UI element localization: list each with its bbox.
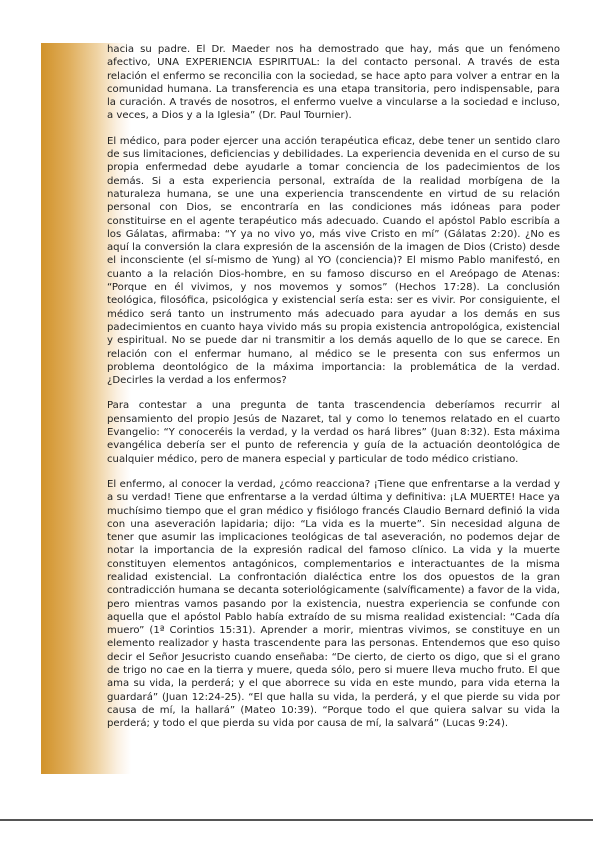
paragraph: hacia su padre. El Dr. Maeder nos ha demostrado que hay, más que un fenómeno afectivo, UNA EXPERIENCIA ESPIRITUAL: la del contacto personal. A través de esta relación el enfermo se reconcilia con la sociedad, se hace apto para volver a entrar en la comunidad humana. La transferencia es una etapa transitoria, pero indispensable, para la curación. A través de nosotros, el enfermo vuelve a vincularse a la sociedad e incluso, a veces, a Dios y a la Iglesia” (Dr. Paul Tournier).	[107, 44, 560, 122]
paragraph: El médico, para poder ejercer una acción terapéutica eficaz, debe tener un sentido claro de sus limitaciones, deficiencias y debilidades. La experiencia devenida en el curso de su propia enfermedad debe ayudarle a tomar conciencia de los padecimientos de los demás. Si a esta experiencia personal, extraída de la realidad morbígena de la naturaleza humana, se une una experiencia transcendente en virtud de su relación personal con Dios, se encontraría en las condiciones más idóneas para poder constituirse en el agente terapéutico más adecuado. Cuando el apóstol Pablo escribía a los Gálatas, afirmaba: “Y ya no vivo yo, más vive Cristo en mí” (Gálatas 2:20). ¿No es aquí la conversión la clara expresión de la ascensión de la imagen de Dios (Cristo) desde el inconsciente (el sí-mismo de Yung) al YO (conciencia)? El mismo Pablo manifestó, en cuanto a la relación Dios-hombre, en su famoso discurso en el Areópago de Atenas: “Porque en él vivimos, y nos movemos y somos” (Hechos 17:28). La conclusión teológica, filosófica, psicológica y existencial sería esta: ser es vivir. Por consiguiente, el médico será tanto un instrumento más adecuado para ayudar a los demás en sus padecimientos en cuanto haya vivido más su propia existencia antropológica, existencial y espiritual. No se puede dar ni transmitir a los demás aquello de lo que se carece. En relación con el enfermar humano, al médico se le presenta con sus enfermos un problema deontológico de la máxima importancia: la problemática de la verdad. ¿Decirles la verdad a los enfermos?	[107, 135, 560, 387]
body-text	[107, 43, 560, 743]
footer-rule	[0, 819, 593, 821]
paragraph: Para contestar a una pregunta de tanta trascendencia deberíamos recurrir al pensamiento del propio Jesús de Nazaret, tal y como lo tenemos relatado en el cuarto Evangelio: “Y conoceréis la verdad, y la verdad os hará libres” (Juan 8:32). Esta máxima evangélica debería ser el punto de referencia y guía de la actuación deontológica de cualquier médico, pero de manera especial y particular de todo médico cristiano.	[107, 400, 560, 465]
paragraph: El enfermo, al conocer la verdad, ¿cómo reacciona? ¡Tiene que enfrentarse a la verdad y a su verdad! Tiene que enfrentarse a la verdad última y definitiva: ¡LA MUERTE! Hace ya muchísimo tiempo que el gran médico y fisiólogo francés Claudio Bernard definió la vida con una aseveración lapidaria; dijo: “La vida es la muerte”. Sin necesidad alguna de tener que asumir las implicaciones teológicas de tal aseveración, no podemos dejar de notar la importancia de la expresión radical del famoso clínico. La vida y la muerte constituyen elementos antagónicos, complementarios e interactuantes de la misma realidad existencial. La confrontación dialéctica entre los dos opuestos de la gran contradicción humana se decanta soteriológicamente (salvíficamente) a favor de la vida, pero mientras vamos pasando por la existencia, nuestra experiencia se confunde con aquella que el apóstol Pablo había extraído de su misma realidad existencial: “Cada día muero” (1ª Corintios 15:31). Aprender a morir, mientras vivimos, se constituye en un elemento realizador y hasta trascendente para las personas. Entendemos que eso quiso decir el Señor Jesucristo cuando enseñaba: “De cierto, de cierto os digo, que si el grano de trigo no cae en la tierra y muere, queda sólo, pero si muere lleva mucho fruto. El que ama su vida, la perderá; y el que aborrece su vida en este mundo, para vida eterna la guardará” (Juan 12:24-25). “El que halla su vida, la perderá, y el que pierde su vida por causa de mí, la hallará” (Mateo 10:39). “Porque todo el que quiera salvar su vida la perderá; y todo el que pierda su vida por causa de mí, la salvará” (Lucas 9:24).	[107, 478, 560, 730]
